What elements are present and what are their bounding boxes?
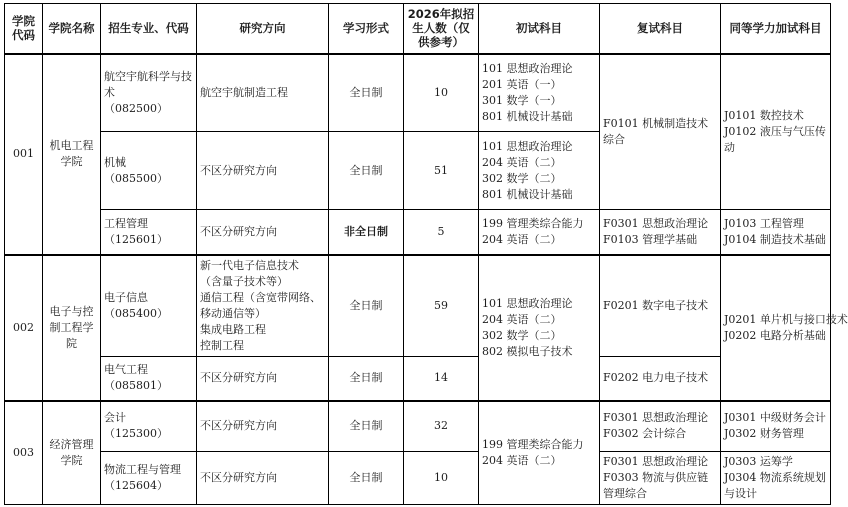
exam-subject: 801 机械设计基础: [482, 187, 573, 201]
table-row: [5, 451, 831, 504]
major-code: （085400）: [104, 306, 168, 320]
exam-subject: F0301 思想政治理论: [603, 216, 709, 230]
exam-subject: J0101 数控技术: [724, 108, 804, 122]
exam-subject: J0303 运筹学: [724, 454, 793, 468]
major-code: （125601）: [104, 232, 168, 246]
exam-subject: 199 管理类综合能力: [482, 216, 584, 230]
exam-subject: J0302 财务管理: [724, 427, 804, 441]
enrollment-plan: 59: [404, 255, 479, 357]
major-cell: [101, 54, 197, 132]
header-preliminary-exam: 初试科目: [479, 4, 600, 54]
exam-subject: J0301 中级财务会计: [724, 411, 826, 425]
preliminary-exam-cell: [479, 54, 600, 132]
exam-subject: F0301 思想政治理论: [603, 454, 709, 468]
college-name: 经济管理学院: [43, 401, 101, 504]
major-code: （125300）: [104, 427, 168, 441]
direction-text: 航空宇航制造工程: [200, 85, 288, 99]
preliminary-exam-cell: [479, 401, 600, 504]
retest-exam-cell: F0201 数字电子技术: [600, 255, 721, 357]
major-cell: [101, 210, 197, 255]
retest-exam-cell: [600, 451, 721, 504]
retest-exam-cell: [600, 210, 721, 255]
exam-subject: 302 数学（二）: [482, 171, 562, 185]
retest-exam-cell: [600, 401, 721, 451]
college-code: 001: [5, 54, 43, 255]
exam-subject: 201 英语（一）: [482, 77, 562, 91]
direction-cell: [197, 54, 329, 132]
major-code: （082500）: [104, 101, 168, 115]
enrollment-plan: 32: [404, 401, 479, 451]
major-name: 工程管理: [104, 216, 148, 230]
exam-subject: 199 管理类综合能力: [482, 437, 584, 451]
major-code: （085500）: [104, 171, 168, 185]
major-name: 机械: [104, 155, 126, 169]
direction-text: 不区分研究方向: [200, 224, 277, 238]
direction-cell: [197, 210, 329, 255]
college-code: 002: [5, 255, 43, 402]
college-code: 003: [5, 401, 43, 504]
extra-exam-cell: [721, 255, 848, 402]
header-enrollment-plan: 2026年拟招生人数（仅供参考）: [404, 4, 479, 54]
exam-subject: J0103 工程管理: [724, 216, 804, 230]
header-retest-exam: 复试科目: [600, 4, 721, 54]
exam-subject: 302 数学（二）: [482, 328, 562, 342]
extra-exam-cell: [721, 451, 831, 504]
preliminary-exam-cell: [479, 210, 600, 255]
direction-cell: [197, 132, 329, 210]
college-name: 机电工程学院: [43, 54, 101, 255]
major-name: 航空宇航科学与技术: [104, 69, 192, 99]
direction-cell: [197, 356, 329, 401]
header-extra-exam: 同等学力加试科目: [721, 4, 831, 54]
exam-subject: J0102 液压与气压传动: [724, 124, 826, 154]
direction-text: 不区分研究方向: [200, 419, 277, 433]
table-row: [5, 210, 831, 255]
major-code: （125604）: [104, 478, 168, 492]
exam-subject: 204 英语（二）: [482, 453, 562, 467]
preliminary-exam-cell: [479, 255, 600, 402]
major-cell: [101, 451, 197, 504]
header-college-name: 学院名称: [43, 4, 101, 54]
direction-text: 不区分研究方向: [200, 371, 277, 385]
enrollment-plan: 10: [404, 451, 479, 504]
major-name: 电气工程: [104, 363, 148, 377]
exam-subject: 101 思想政治理论: [482, 296, 573, 310]
extra-exam-cell: [721, 54, 831, 210]
header-study-mode: 学习形式: [329, 4, 404, 54]
exam-subject: 101 思想政治理论: [482, 61, 573, 75]
exam-subject: F0103 管理学基础: [603, 232, 698, 246]
direction-text: 不区分研究方向: [200, 163, 277, 177]
extra-exam-cell: [721, 210, 831, 255]
exam-subject: F0302 会计综合: [603, 427, 687, 441]
retest-exam-cell: F0202 电力电子技术: [600, 356, 721, 401]
college-name: 电子与控制工程学院: [43, 255, 101, 402]
direction-cell: [197, 401, 329, 451]
major-name: 会计: [104, 411, 126, 425]
major-code: （085801）: [104, 379, 168, 393]
header-row: [5, 4, 831, 54]
preliminary-exam-cell: [479, 132, 600, 210]
study-mode: 全日制: [329, 255, 404, 357]
header-major: 招生专业、代码: [101, 4, 197, 54]
major-name: 物流工程与管理: [104, 462, 181, 476]
header-direction: 研究方向: [197, 4, 329, 54]
major-cell: [101, 356, 197, 401]
exam-subject: J0201 单片机与接口技术: [724, 312, 848, 326]
direction-text: 不区分研究方向: [200, 470, 277, 484]
study-mode: 非全日制: [329, 210, 404, 255]
exam-subject: 204 英语（二）: [482, 232, 562, 246]
direction-text: 移动通信等）: [200, 306, 266, 320]
enrollment-plan: 14: [404, 356, 479, 401]
exam-subject: 101 思想政治理论: [482, 139, 573, 153]
study-mode: 全日制: [329, 356, 404, 401]
table-row: [5, 255, 831, 357]
exam-subject: 801 机械设计基础: [482, 109, 573, 123]
direction-text: 控制工程: [200, 338, 244, 352]
enrollment-plan: 5: [404, 210, 479, 255]
table-row: [5, 401, 831, 451]
exam-subject: J0104 制造技术基础: [724, 232, 826, 246]
direction-cell: [197, 451, 329, 504]
exam-subject: J0304 物流系统规划与设计: [724, 470, 826, 500]
major-cell: [101, 255, 197, 357]
major-cell: [101, 132, 197, 210]
exam-subject: J0202 电路分析基础: [724, 328, 826, 342]
exam-subject: 204 英语（二）: [482, 155, 562, 169]
exam-subject: F0303 物流与供应链管理综合: [603, 470, 709, 500]
direction-cell: [197, 255, 329, 357]
major-cell: [101, 401, 197, 451]
enrollment-plan: 51: [404, 132, 479, 210]
direction-text: 新一代电子信息技术: [200, 258, 299, 272]
study-mode: 全日制: [329, 132, 404, 210]
header-college-code: 学院代码: [5, 4, 43, 54]
study-mode: 全日制: [329, 401, 404, 451]
exam-subject: 204 英语（二）: [482, 312, 562, 326]
direction-text: 集成电路工程: [200, 322, 266, 336]
study-mode: 全日制: [329, 451, 404, 504]
table-row: [5, 54, 831, 132]
admissions-table: [4, 3, 848, 505]
enrollment-plan: 10: [404, 54, 479, 132]
retest-exam-cell: F0101 机械制造技术综合: [600, 54, 721, 210]
table-row: [5, 356, 831, 401]
exam-subject: F0301 思想政治理论: [603, 411, 709, 425]
exam-subject: 802 模拟电子技术: [482, 344, 573, 358]
extra-exam-cell: [721, 401, 831, 451]
direction-text: （含量子技术等）: [200, 274, 288, 288]
study-mode: 全日制: [329, 54, 404, 132]
exam-subject: 301 数学（一）: [482, 93, 562, 107]
direction-text: 通信工程（含宽带网络、: [200, 290, 321, 304]
major-name: 电子信息: [104, 290, 148, 304]
